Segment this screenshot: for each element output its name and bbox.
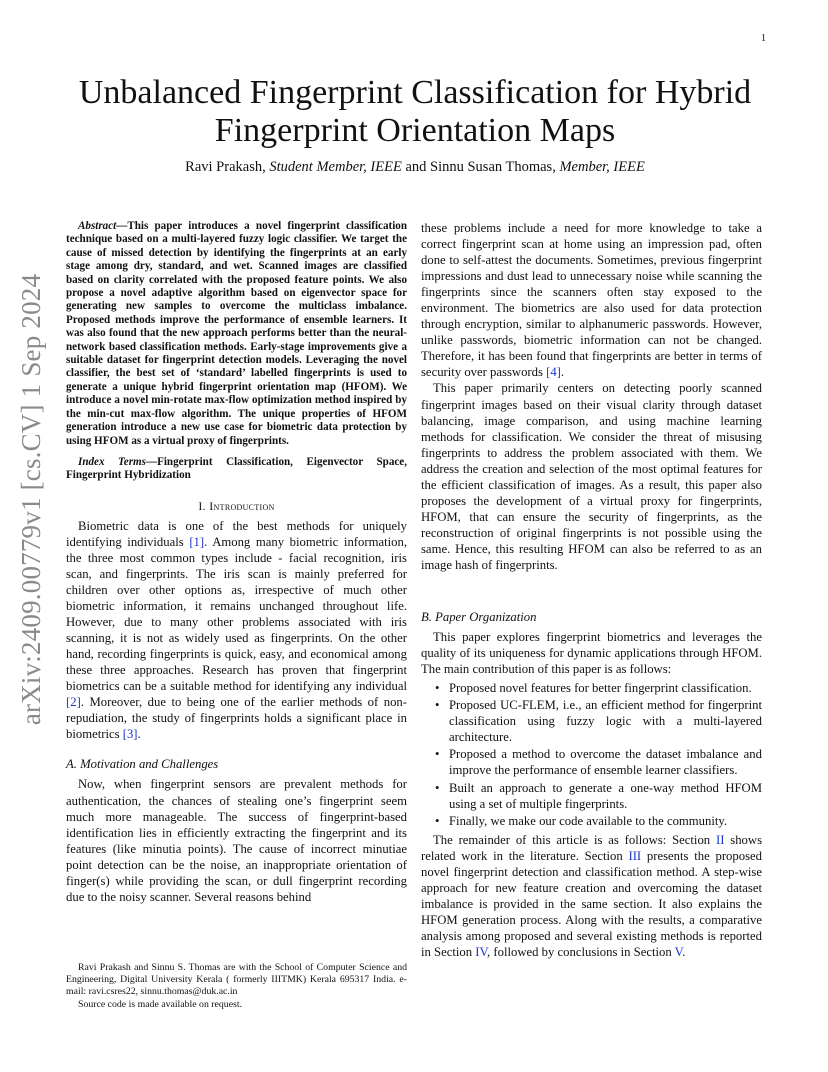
section-link[interactable]: V xyxy=(674,944,683,959)
remainder-text-part: , followed by conclusions in Section xyxy=(487,944,675,959)
author-1-name: Ravi Prakash, xyxy=(185,159,266,175)
remainder-text-part: presents the proposed novel fingerprint detection and classification method. A step-wise approach for new feature creation and overcoming the dataset imbalance is provided in the same section. It also explains the HFOM generation process. Along with the results, a comparative analysis among proposed and several existing methods is reported in Section xyxy=(421,848,762,959)
intro-text-part: . xyxy=(137,727,141,742)
remainder-text-part: The remainder of this article is as follows: Section xyxy=(433,832,716,847)
remainder-text-part: . xyxy=(682,944,686,959)
list-item: • Finally, we make our code available to the community. xyxy=(449,813,762,829)
section-link[interactable]: III xyxy=(628,848,642,863)
organization-paragraph: This paper explores fingerprint biometrics and leverages the quality of its uniqueness for dynamic applications through HFOM. The main contribution of this paper is as follows: xyxy=(421,630,762,677)
index-terms-label: Index Terms xyxy=(78,455,146,468)
arxiv-identifier-stamp xyxy=(2,273,62,725)
subsection-heading-organization: B. Paper Organization xyxy=(421,610,537,625)
intro-text-part: Biometric data is one of the best methods for uniquely identifying individuals xyxy=(66,518,407,549)
author-1-role: Student Member, IEEE xyxy=(269,159,402,175)
list-item: • Proposed a method to overcome the dataset imbalance and improve the performance of ensemble learner classifiers. xyxy=(449,746,762,778)
intro-text-part: . Among many biometric information, the three most common types include - facial recognition, iris scan, and fingerprints. The iris scan is mainly preferred for children over other options as, irrespective of much other biometric information, it remains unchanged throughout life. However, due to many other problems associated with iris scanning, it is not as widely used as fingerprints. On the other hand, recording fingerprints is quick, easy, and economical among these three approaches. Research has proven that fingerprint biometrics can be a suitable method for identifying any individual xyxy=(66,534,407,694)
author-2-role: Member, IEEE xyxy=(559,159,645,175)
index-terms xyxy=(66,456,407,483)
remainder-paragraph xyxy=(421,832,762,960)
footnote-source-code: Source code is made available on request. xyxy=(78,998,243,1010)
section-link[interactable]: IV xyxy=(475,944,488,959)
citation-link[interactable]: [1] xyxy=(189,534,205,549)
abstract-text: —This paper introduces a novel fingerprint classification technique based on a multi-layered fuzzy logic classifier. We target the cause of missed detection by identifying the fingerprints at an early stage among dry, standard, and wet. Scanned images are classified based on clarity correlated with the proposed feature points. We also propose a novel adaptive algorithm based on eigenvector space for generating new samples to overcome the multiclass imbalance. Proposed methods improve the performance of ensemble learners. It was also found that the new approach performs better than the neural-network based classification methods. Early-stage improvements give a suitable dataset for fingerprint detection models. Leveraging the novel classifier, the best set of ‘standard’ labelled fingerprints is used to generate a unique hybrid fingerprint orientation map (HFOM). We introduce a novel min-rotate max-flow optimization method inspired by the min-cut max-flow algorithm. The unique properties of HFOM generation introduce a new use case for biometric data protection by using HFOM as a virtual proxy of fingerprints. xyxy=(66,220,407,447)
motivation-text-part: . xyxy=(560,365,565,380)
abstract-label: Abstract xyxy=(78,220,117,232)
section-heading-introduction: I. Introduction xyxy=(198,498,275,513)
remainder-text-part: shows related work in the literature. Section xyxy=(421,832,763,863)
subsection-heading-motivation: A. Motivation and Challenges xyxy=(66,757,219,772)
motivation-paragraph: Now, when fingerprint sensors are prevalent methods for authentication, the chances of stealing one’s fingerprint seem much more manageable. The success of fingerprint-based identification lies in efficiently extracting the fingerprint and its features (like minutia points). The cause of incorrect minutiae point detection can be the noise, an inappropriate orientation of finger(s) while providing the scan, or dull fingerprint recording due to the noisy scanner. Several reasons behind xyxy=(66,777,407,904)
focus-paragraph: This paper primarily centers on detecting poorly scanned fingerprint images based on their visual clarity through dataset balancing, image comparison, and using machine learning methods for classification. We consider the threat of misusing fingerprints to address the problem associated with them. We address the creation and selection of the most optimal features for the efficient classification of images. As a result, this paper also proposes the development of a virtual proxy for fingerprints, HFOM, that can ensure the security of fingerprints, as the reconstruction of original fingerprints is not possible using the same. Hence, this resulting HFOM can also be referred to as an image hash of fingerprints. xyxy=(421,381,762,572)
author-line xyxy=(70,159,760,176)
abstract xyxy=(66,220,407,448)
section-link[interactable]: II xyxy=(715,832,725,847)
contribution-list xyxy=(421,680,762,828)
index-terms-text: —Fingerprint Classification, Eigenvector Space, Fingerprint Hybridization xyxy=(66,455,407,482)
list-item: • Proposed UC-FLEM, i.e., an efficient method for fingerprint classification using fuzzy logic with a multi-layered architecture. xyxy=(449,697,762,745)
author-2-name: and Sinnu Susan Thomas, xyxy=(405,159,556,175)
arxiv-identifier-text: arXiv:2409.00779v1 [cs.CV] 1 Sep 2024 xyxy=(16,273,47,725)
motivation-paragraph-continued xyxy=(421,220,762,380)
list-item: • Proposed novel features for better fingerprint classification. xyxy=(449,680,762,696)
right-column xyxy=(421,220,762,960)
page-number: 1 xyxy=(761,33,766,44)
intro-paragraph xyxy=(66,518,407,743)
list-item: • Built an approach to generate a one-way method HFOM using a set of multiple fingerprints. xyxy=(449,780,762,812)
motivation-text-part: these problems include a need for more knowledge to take a correct fingerprint scan at home using an impression pad, often done to self-attest the documents. Sometimes, previous fingerprint impressions and dust lead to unnecessary noise while scanning the fingerprints since the scanners often stay exposed to the environment. The biometrics are also used for data protection through encryption, similar to alphanumeric passwords. However, unlike passwords, biometric information can not be changed. Therefore, it has been found that fingerprints are better in terms of security over passwords xyxy=(421,221,762,380)
footnote-affiliation: Ravi Prakash and Sinnu S. Thomas are with the School of Computer Science and Engineering, Digital University Kerala ( formerly IIITMK) Kerala 695317 India. e-mail: ravi.csres22, sinnu.thomas@duk.ac.in xyxy=(66,962,407,998)
left-column xyxy=(66,220,407,905)
citation-link[interactable]: [4] xyxy=(546,365,561,380)
paper-title: Unbalanced Fingerprint Classification for Hybrid Fingerprint Orientation Maps xyxy=(78,74,752,149)
footnote xyxy=(66,962,407,1011)
citation-link[interactable]: [2] xyxy=(66,695,81,710)
intro-text-part: . Moreover, due to being one of the earlier methods of non-repudiation, the study of fingerprints holds a significant place in biometrics xyxy=(66,695,407,742)
citation-link[interactable]: [3] xyxy=(122,727,138,742)
